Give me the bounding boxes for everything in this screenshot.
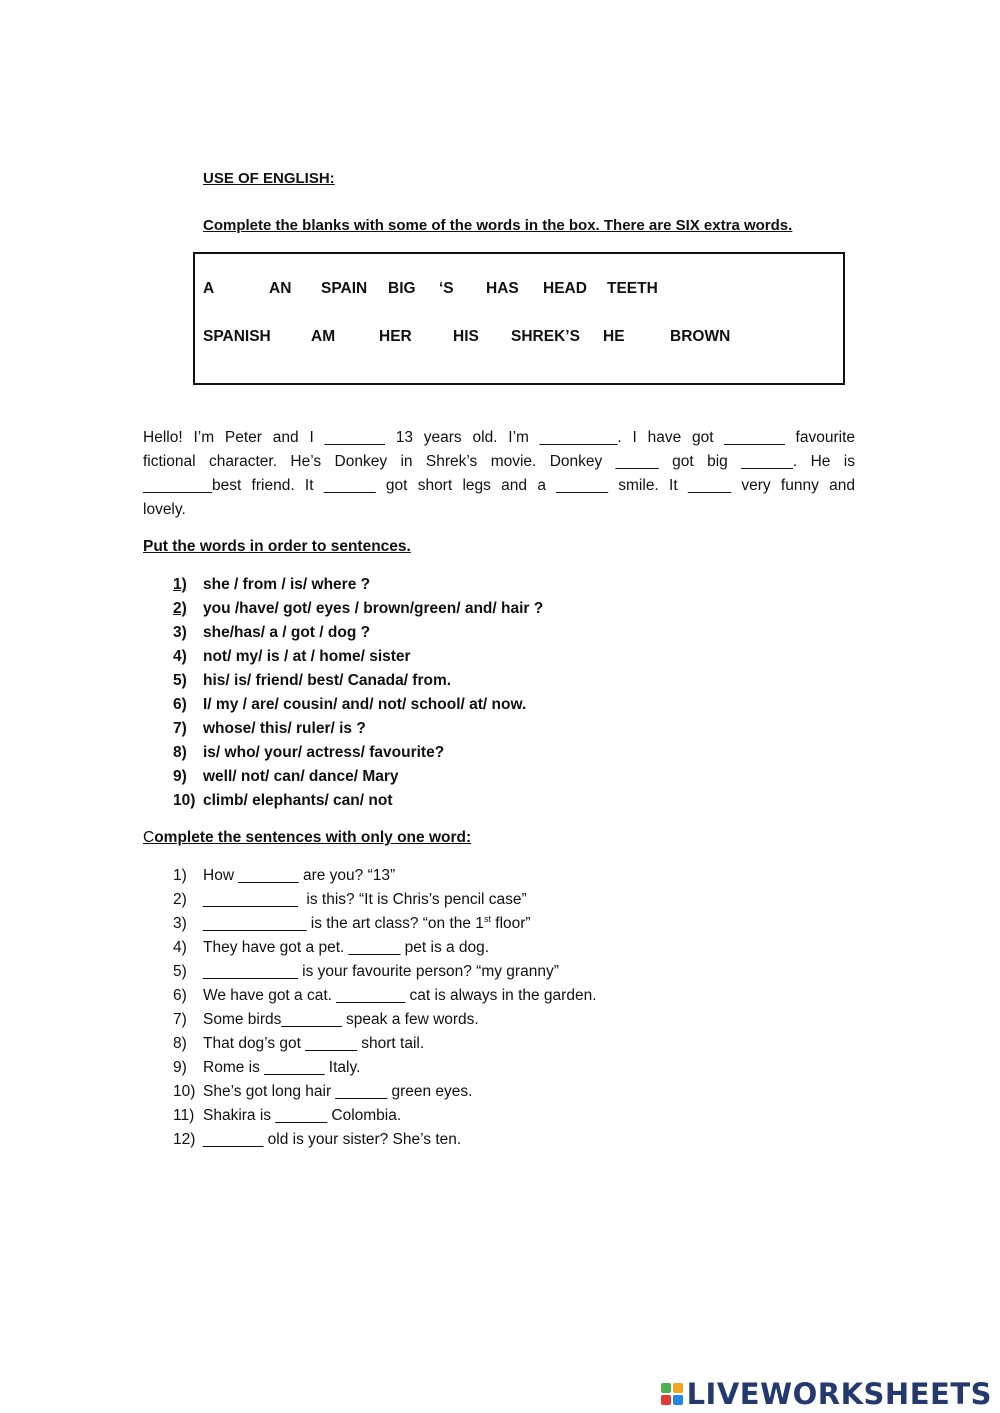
item-number: 8) (173, 1035, 187, 1052)
list-item (173, 1104, 597, 1128)
item-text: They have got a pet. ______ pet is a dog. (203, 939, 490, 956)
item-number: 2) (173, 600, 187, 617)
section-heading-one-word (143, 829, 471, 847)
list-item (173, 1056, 597, 1080)
item-text: _______ old is your sister? She’s ten. (203, 1131, 462, 1148)
word-box-item: AN (269, 280, 292, 297)
list-item (173, 573, 543, 597)
item-number: 10) (173, 1083, 196, 1100)
item-text (203, 912, 531, 936)
item-text: I/ my / are/ cousin/ and/ not/ school/ at/ now. (203, 696, 527, 713)
paragraph-line: fictional character. He’s Donkey in Shrek’s movie. Donkey _____ got big ______. He is (143, 453, 855, 470)
paragraph-line: ________best friend. It ______ got short legs and a ______ smile. It _____ very funny and (143, 477, 855, 494)
word-order-list (173, 573, 543, 813)
list-item (173, 960, 597, 984)
list-item (173, 1128, 597, 1152)
logo-square (661, 1383, 671, 1393)
item-number: 1) (173, 867, 187, 884)
instruction-heading: Complete the blanks with some of the words in the box. There are SIX extra words. (203, 217, 793, 234)
item-number: 3) (173, 624, 187, 641)
list-item (173, 1008, 597, 1032)
item-text: his/ is/ friend/ best/ Canada/ from. (203, 672, 452, 689)
item-number: 10) (173, 792, 196, 809)
item-number: 9) (173, 1059, 187, 1076)
item-text: She’s got long hair ______ green eyes. (203, 1083, 473, 1100)
item-number: 5) (173, 963, 187, 980)
list-item (173, 984, 597, 1008)
item-number: 8) (173, 744, 187, 761)
logo-square (673, 1383, 683, 1393)
item-number: 11) (173, 1107, 195, 1124)
paragraph-line: Hello! I’m Peter and I _______ 13 years old. I’m _________. I have got _______ favourite (143, 429, 855, 446)
item-text: Shakira is ______ Colombia. (203, 1107, 402, 1124)
item-text: whose/ this/ ruler/ is ? (203, 720, 366, 737)
list-item (173, 645, 543, 669)
item-number: 4) (173, 648, 187, 665)
word-box-item: TEETH (607, 280, 658, 297)
word-box-item: SHREK’S (511, 328, 580, 345)
list-item (173, 717, 543, 741)
logo-square (673, 1395, 683, 1405)
word-box-item: HIS (453, 328, 479, 345)
item-number: 7) (173, 720, 187, 737)
word-box-item: SPAIN (321, 280, 368, 297)
item-text: ___________ is your favourite person? “my granny” (203, 963, 559, 980)
item-text: Some birds_______ speak a few words. (203, 1011, 479, 1028)
list-item (173, 621, 543, 645)
word-box (193, 252, 845, 385)
fill-in-paragraph (143, 426, 855, 522)
item-number: 6) (173, 987, 187, 1004)
heading-initial: C (143, 829, 155, 846)
item-number: 7) (173, 1011, 187, 1028)
item-number: 3) (173, 915, 187, 932)
item-number: 6) (173, 696, 187, 713)
item-text-after: floor” (490, 915, 531, 932)
liveworksheets-logo (661, 1377, 992, 1411)
item-text: We have got a cat. ________ cat is always in the garden. (203, 987, 597, 1004)
superscript: st (483, 913, 491, 924)
list-item (173, 888, 597, 912)
item-text: she / from / is/ where ? (203, 576, 371, 593)
item-number: 5) (173, 672, 187, 689)
item-text-main: ____________ is the art class? “on the 1 (203, 915, 484, 932)
list-item (173, 864, 597, 888)
word-box-item: SPANISH (203, 328, 271, 345)
item-number: 4) (173, 939, 187, 956)
list-item (173, 936, 597, 960)
word-box-item: BIG (388, 280, 416, 297)
word-box-item: HE (603, 328, 625, 345)
item-text: That dog’s got ______ short tail. (203, 1035, 425, 1052)
word-box-item: AM (311, 328, 336, 345)
section-heading-word-order: Put the words in order to sentences. (143, 538, 411, 555)
list-item (173, 912, 597, 936)
page-title: USE OF ENGLISH: (203, 170, 335, 187)
item-text: you /have/ got/ eyes / brown/green/ and/ hair ? (203, 600, 544, 617)
item-text: How _______ are you? “13” (203, 867, 396, 884)
item-text: is/ who/ your/ actress/ favourite? (203, 744, 445, 761)
word-box-item: HAS (486, 280, 519, 297)
word-box-item: HEAD (543, 280, 587, 297)
item-text: well/ not/ can/ dance/ Mary (203, 768, 399, 785)
logo-text: LIVEWORKSHEETS (686, 1377, 992, 1411)
heading-rest: omplete the sentences with only one word: (154, 829, 472, 846)
logo-mark-icon (661, 1383, 683, 1405)
word-box-item: A (203, 280, 215, 297)
list-item (173, 597, 543, 621)
list-item (173, 1032, 597, 1056)
logo-square (661, 1395, 671, 1405)
word-box-item: BROWN (670, 328, 731, 345)
word-box-item: ‘S (439, 280, 454, 297)
item-text: she/has/ a / got / dog ? (203, 624, 371, 641)
item-text: ___________ is this? “It is Chris’s pencil case” (203, 891, 527, 908)
list-item (173, 669, 543, 693)
word-box-item: HER (379, 328, 412, 345)
list-item (173, 741, 543, 765)
list-item (173, 1080, 597, 1104)
item-number: 9) (173, 768, 187, 785)
paragraph-line: lovely. (143, 501, 186, 518)
item-text: Rome is _______ Italy. (203, 1059, 361, 1076)
item-number: 1) (173, 576, 187, 593)
item-number: 12) (173, 1131, 196, 1148)
list-item (173, 789, 543, 813)
one-word-list (173, 864, 597, 1152)
item-number: 2) (173, 891, 187, 908)
list-item (173, 693, 543, 717)
item-text: not/ my/ is / at / home/ sister (203, 648, 411, 665)
item-text: climb/ elephants/ can/ not (203, 792, 393, 809)
list-item (173, 765, 543, 789)
